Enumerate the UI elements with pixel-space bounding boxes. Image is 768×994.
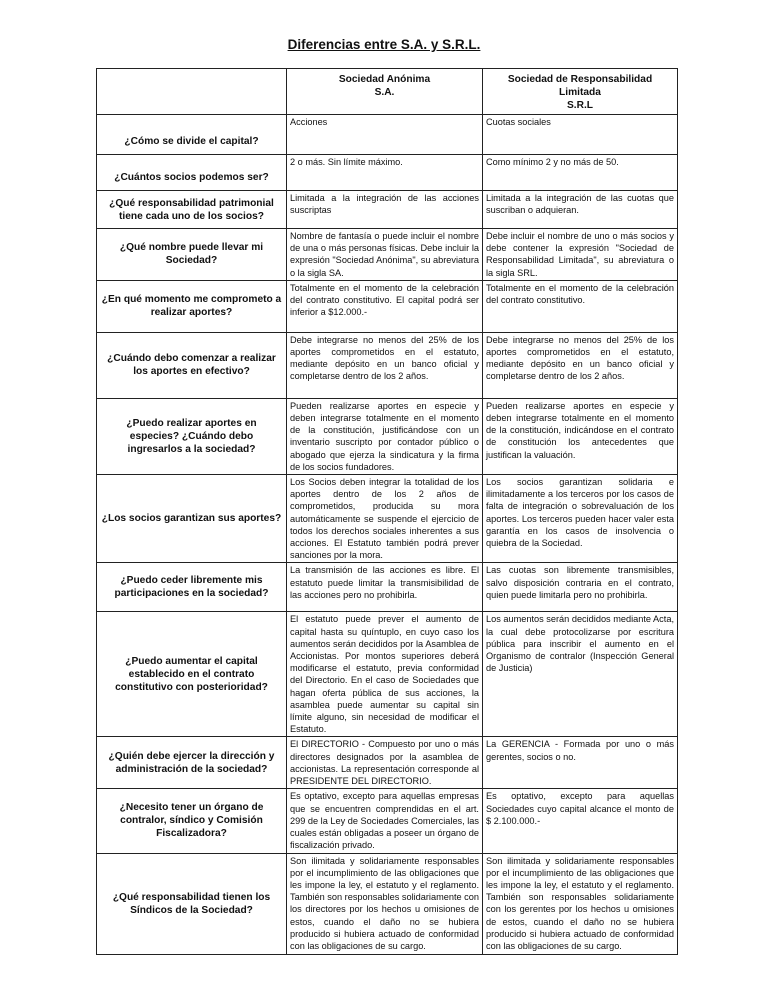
srl-answer-cell: Debe integrarse no menos del 25% de los aportes comprometidos en el estatuto, mediante depósito en un banco oficial y completarse dentro de los 2 años. — [483, 332, 678, 398]
question-cell: ¿Puedo ceder libremente mis participaciones en la sociedad? — [97, 563, 287, 612]
comparison-table — [96, 68, 678, 955]
header-sa-name: Sociedad Anónima — [338, 74, 431, 85]
srl-answer-cell: Cuotas sociales — [483, 115, 678, 155]
table-row — [97, 475, 678, 563]
question-cell: ¿Puedo aumentar el capital establecido en el contrato constitutivo con posterioridad? — [97, 612, 287, 737]
table-row — [97, 612, 678, 737]
srl-answer-cell: Pueden realizarse aportes en especie y deben integrarse totalmente en el momento de la constitución, indicándose en el contrato de constitución los antecedentes que justifican la valuación. — [483, 398, 678, 474]
sa-answer-cell: Son ilimitada y solidariamente responsables por el incumplimiento de las obligaciones que les impone la ley, el estatuto y el reglamento. También son responsables solidariamente con los directores por los hechos u omisiones de estos, cuando el daño no se hubiera producido si hubiera actuado de conformidad con las obligaciones de su cargo. — [287, 853, 483, 954]
sa-answer-cell: Debe integrarse no menos del 25% de los aportes comprometidos en el estatuto, mediante depósito en un banco oficial y completarse dentro de los 2 años. — [287, 332, 483, 398]
question-cell: ¿Cómo se divide el capital? — [97, 115, 287, 155]
srl-answer-cell: Los aumentos serán decididos mediante Acta, la cual debe protocolizarse por escritura pública para inscribir el aumento en el Organismo de contralor (Inspección General de Justicia) — [483, 612, 678, 737]
sa-answer-cell: Acciones — [287, 115, 483, 155]
header-sa — [287, 69, 483, 115]
srl-answer-cell: Limitada a la integración de las cuotas que suscriban o adquieran. — [483, 191, 678, 229]
header-srl — [483, 69, 678, 115]
sa-answer-cell: Pueden realizarse aportes en especie y deben integrarse totalmente en el momento de la constitución, justificándose con un inventario suscripto por contador público o abogado que ejerza la sindicatura y la firma de los socios fundadores. — [287, 398, 483, 474]
srl-answer-cell: Totalmente en el momento de la celebración del contrato constitutivo. — [483, 280, 678, 332]
sa-answer-cell: Totalmente en el momento de la celebración del contrato constitutivo. El capital podrá ser inferior a $12.000.- — [287, 280, 483, 332]
sa-answer-cell: Los Socios deben integrar la totalidad de los aportes dentro de los 2 años de comprometidos, producida su mora automáticamente se suspende el ejercicio de todos los derechos sociales inherentes a sus acciones. El Estatuto también podrá prever sanciones por la mora. — [287, 475, 483, 563]
header-srl-name: Sociedad de Responsabilidad Limitada — [507, 74, 653, 98]
srl-answer-cell: Es optativo, excepto para aquellas Sociedades cuyo capital alcance el monto de $ 2.100.000.- — [483, 789, 678, 853]
table-row — [97, 398, 678, 474]
question-cell: ¿Qué responsabilidad patrimonial tiene cada uno de los socios? — [97, 191, 287, 229]
table-row — [97, 737, 678, 789]
question-cell: ¿Qué nombre puede llevar mi Sociedad? — [97, 229, 287, 281]
page-title: Diferencias entre S.A. y S.R.L. — [287, 37, 481, 52]
srl-answer-cell: La GERENCIA - Formada por uno o más gerentes, socios o no. — [483, 737, 678, 789]
sa-answer-cell: Nombre de fantasía o puede incluir el nombre de una o más personas físicas. Debe incluir la expresión "Sociedad Anónima", su abreviatura o la sigla SA. — [287, 229, 483, 281]
srl-answer-cell: Son ilimitada y solidariamente responsables por el incumplimiento de las obligaciones que les impone la ley, el estatuto y el reglamento. También son responsables solidariamente con los gerentes por los hechos u omisiones de estos, cuando el daño no se hubiera producido si hubiera actuado de conformidad con las obligaciones de su cargo. — [483, 853, 678, 954]
table-row — [97, 155, 678, 191]
question-cell: ¿Quién debe ejercer la dirección y administración de la sociedad? — [97, 737, 287, 789]
question-cell: ¿En qué momento me comprometo a realizar aportes? — [97, 280, 287, 332]
header-empty-cell — [97, 69, 287, 115]
table-row — [97, 229, 678, 281]
header-srl-abbr: S.R.L — [566, 100, 594, 111]
table-row — [97, 563, 678, 612]
question-cell: ¿Los socios garantizan sus aportes? — [97, 475, 287, 563]
sa-answer-cell: Es optativo, excepto para aquellas empresas que se encuentren comprendidas en el art. 299 de la Ley de Sociedades Comerciales, las cuales están obligadas a poseer un órgano de fiscalización privado. — [287, 789, 483, 853]
table-row — [97, 789, 678, 853]
srl-answer-cell: Debe incluir el nombre de uno o más socios y debe contener la expresión "Sociedad de Responsabilidad Limitada", su abreviatura o la sigla SRL. — [483, 229, 678, 281]
sa-answer-cell: El estatuto puede prever el aumento de capital hasta su quíntuplo, en cuyo caso los aumentos serán decididos por la Asamblea de Accionistas. Por montos superiores deberá modificarse el estatuto, previa conformidad del Directorio. En el caso de Sociedades que hagan oferta pública de sus acciones, la asamblea puede aumentar su capital sin límite alguno, sin necesidad de modificar el Estatuto. — [287, 612, 483, 737]
srl-answer-cell: Como mínimo 2 y no más de 50. — [483, 155, 678, 191]
question-cell: ¿Cuántos socios podemos ser? — [97, 155, 287, 191]
table-row — [97, 191, 678, 229]
srl-answer-cell: Las cuotas son libremente transmisibles, salvo disposición contraria en el contrato, quien puede limitarla pero no prohibirla. — [483, 563, 678, 612]
sa-answer-cell: El DIRECTORIO - Compuesto por uno o más directores designados por la asamblea de accionistas. La representación corresponde al PRESIDENTE DEL DIRECTORIO. — [287, 737, 483, 789]
table-row — [97, 853, 678, 954]
sa-answer-cell: 2 o más. Sin límite máximo. — [287, 155, 483, 191]
table-row — [97, 332, 678, 398]
table-row — [97, 280, 678, 332]
table-header-row — [97, 69, 678, 115]
sa-answer-cell: Limitada a la integración de las acciones suscriptas — [287, 191, 483, 229]
question-cell: ¿Necesito tener un órgano de contralor, síndico y Comisión Fiscalizadora? — [97, 789, 287, 853]
question-cell: ¿Cuándo debo comenzar a realizar los aportes en efectivo? — [97, 332, 287, 398]
question-cell: ¿Puedo realizar aportes en especies? ¿Cuándo debo ingresarlos a la sociedad? — [97, 398, 287, 474]
table-row — [97, 115, 678, 155]
question-cell: ¿Qué responsabilidad tienen los Síndicos de la Sociedad? — [97, 853, 287, 954]
srl-answer-cell: Los socios garantizan solidaria e ilimitadamente a los terceros por los casos de falta de integración o sobrevaluación de los aportes. Los terceros pueden hacer valer esta garantía en los casos de insolvencia o quiebra de la Sociedad. — [483, 475, 678, 563]
header-sa-abbr: S.A. — [374, 87, 395, 98]
sa-answer-cell: La transmisión de las acciones es libre. El estatuto puede limitar la transmisibilidad de las acciones pero no prohibirla. — [287, 563, 483, 612]
